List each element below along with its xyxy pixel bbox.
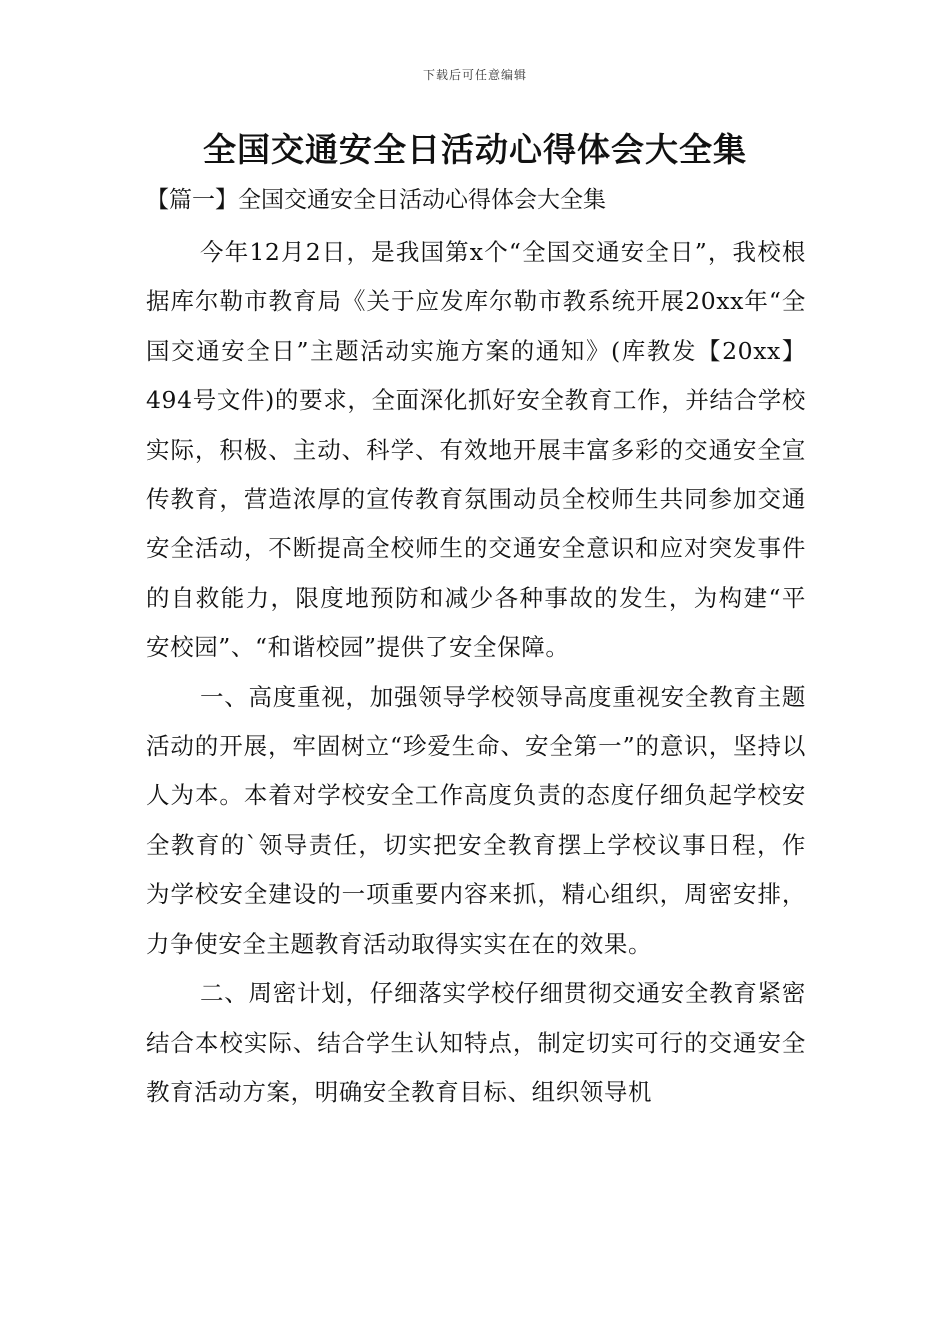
- paragraph-2: 一、高度重视，加强领导学校领导高度重视安全教育主题活动的开展，牢固树立“珍爱生命、安全第一”的意识，坚持以人为本。本着对学校安全工作高度负责的态度仔细负起学校安全教育的`领导责任，切实把安全教育摆上学校议事日程，作为学校安全建设的一项重要内容来抓，精心组织，周密安排，力争使安全主题教育活动取得实实在在的效果。: [146, 682, 806, 958]
- document-title: 全国交通安全日活动心得体会大全集: [203, 130, 747, 169]
- section-heading: 【篇一】全国交通安全日活动心得体会大全集: [146, 187, 606, 213]
- body-text: [146, 228, 806, 1117]
- header-note: 下载后可任意编辑: [422, 68, 527, 82]
- paragraph-1: 今年12月2日，是我国第x个“全国交通安全日”，我校根据库尔勒市教育局《关于应发库尔勒市教系统开展20xx年“全国交通安全日”主题活动实施方案的通知》(库教发【20xx】494号文件)的要求，全面深化抓好安全教育工作，并结合学校实际，积极、主动、科学、有效地开展丰富多彩的交通安全宣传教育，营造浓厚的宣传教育氛围动员全校师生共同参加交通安全活动，不断提高全校师生的交通安全意识和应对突发事件的自救能力，限度地预防和减少各种事故的发生，为构建“平安校园”、“和谐校园”提供了安全保障。: [146, 238, 806, 662]
- paragraph-3: 二、周密计划，仔细落实学校仔细贯彻交通安全教育紧密结合本校实际、结合学生认知特点，制定切实可行的交通安全教育活动方案，明确安全教育目标、组织领导机: [146, 979, 806, 1106]
